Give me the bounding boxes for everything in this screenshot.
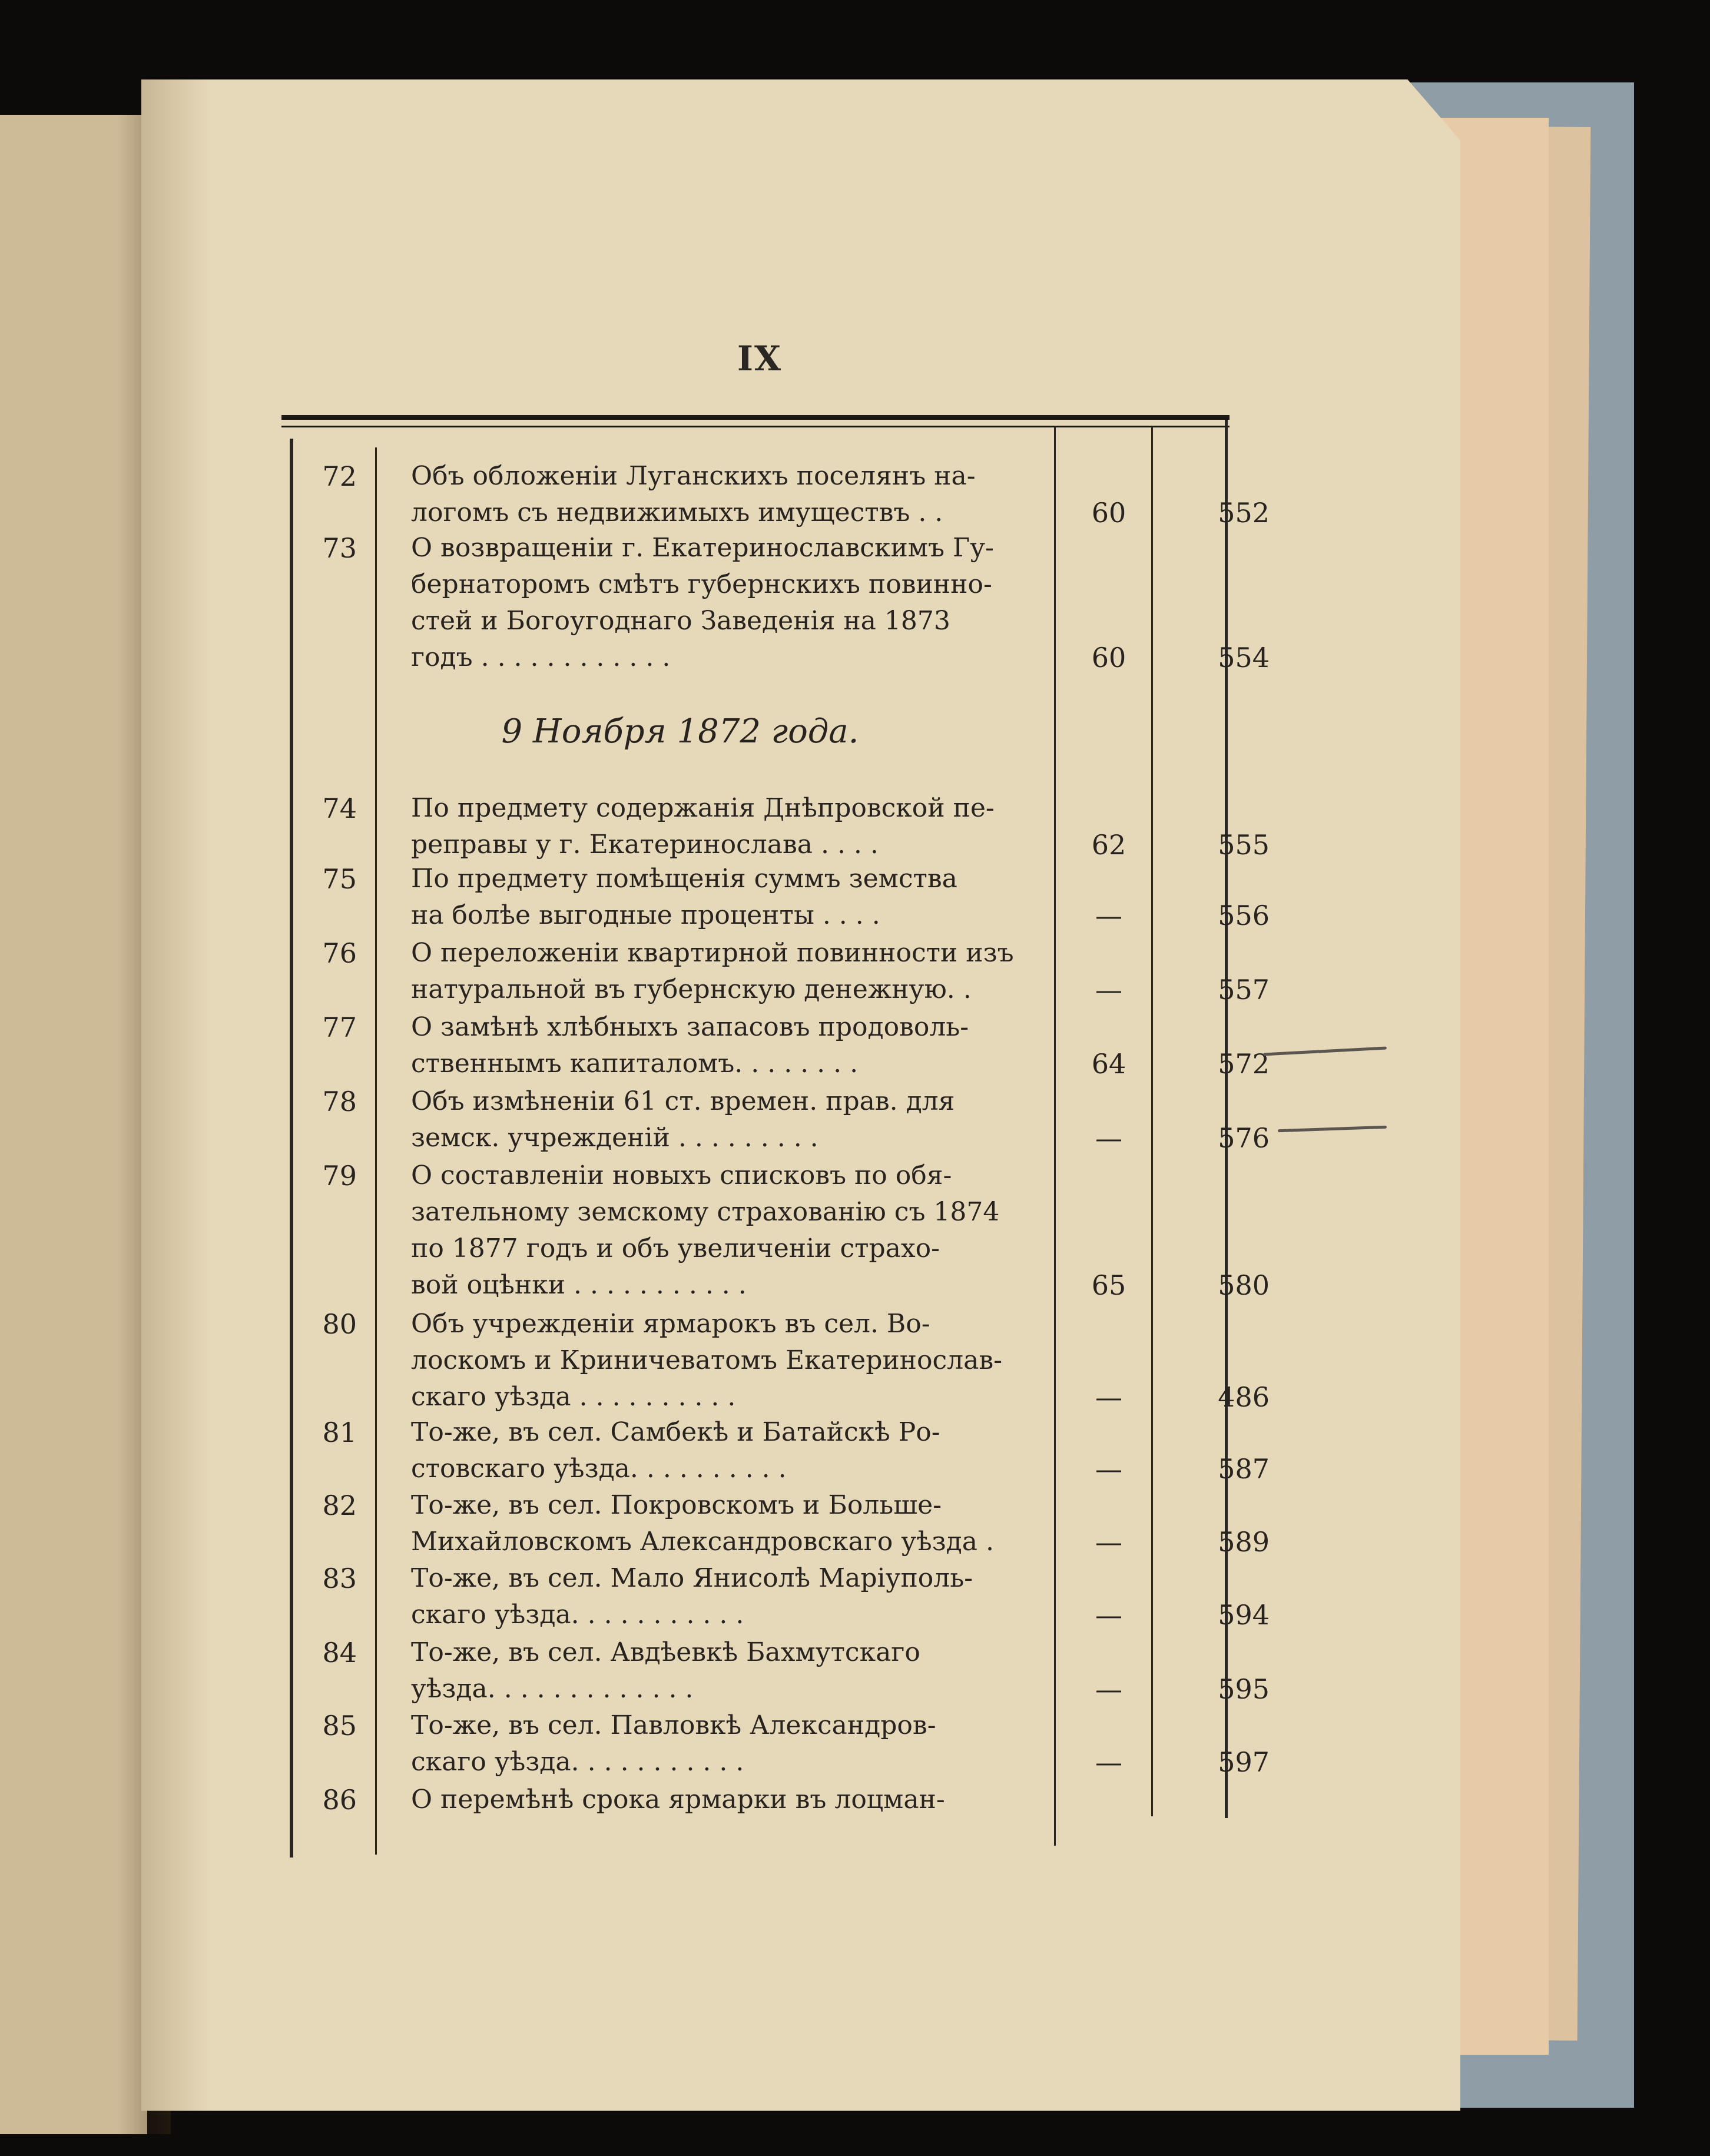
entry-text: О возвращеніи г. Екатеринославскимъ Гу-: [411, 533, 994, 563]
page-reference: 576: [1218, 1122, 1270, 1154]
entry-text: Объ обложеніи Луганскихъ поселянъ на-: [411, 461, 976, 491]
page-number: IX: [737, 339, 783, 379]
entry-number: 79: [322, 1160, 357, 1192]
entry-text: О перемѣнѣ срока ярмарки въ лоцман-: [411, 1784, 945, 1815]
page-reference: 589: [1218, 1526, 1270, 1558]
toc-line: [281, 603, 1230, 639]
toc-line: [281, 1671, 1270, 1707]
page-reference: 595: [1218, 1673, 1270, 1705]
toc-line: [281, 1046, 1270, 1082]
entry-text: стей и Богоугоднаго Заведенія на 1873: [411, 606, 950, 636]
entry-text: О переложеніи квартирной повинности изъ: [411, 938, 1014, 968]
toc-line: [281, 1597, 1270, 1633]
entry-number: 85: [322, 1710, 357, 1742]
toc-line: [281, 1707, 1230, 1744]
entry-text: По предмету помѣщенія суммъ земства: [411, 864, 957, 894]
toc-line: [281, 1342, 1230, 1379]
toc-line: [281, 897, 1270, 934]
page-reference: 554: [1218, 642, 1270, 674]
entry-number: 84: [322, 1637, 357, 1669]
entry-number: 82: [322, 1490, 357, 1521]
toc-line: [281, 1379, 1270, 1415]
entry-text: скаго уѣзда. . . . . . . . . . .: [411, 1747, 744, 1777]
toc-line: [281, 1634, 1230, 1671]
section-heading-text: 9 Ноября 1872 года.: [501, 712, 859, 751]
toc-line: [281, 530, 1230, 566]
column-number: 60: [1091, 497, 1126, 529]
column-number: 62: [1091, 829, 1126, 861]
entry-number: 77: [322, 1011, 357, 1043]
entry-text: зательному земскому страхованію съ 1874: [411, 1197, 1000, 1227]
entry-number: 78: [322, 1086, 357, 1117]
entry-text: стовскаго уѣзда. . . . . . . . . .: [411, 1454, 787, 1484]
entry-text: натуральной въ губернскую денежную. .: [411, 974, 972, 1004]
entry-text: скаго уѣзда. . . . . . . . . . .: [411, 1600, 744, 1630]
entry-text: бернаторомъ смѣтъ губернскихъ повинно-: [411, 569, 992, 599]
page-reference: 572: [1218, 1048, 1270, 1080]
toc-line: [281, 639, 1270, 676]
page-reference: 580: [1218, 1269, 1270, 1301]
toc-line: [281, 1487, 1230, 1524]
column-number: —: [1095, 1526, 1122, 1558]
gutter-shadow: [141, 79, 212, 2111]
entry-text: ственнымъ капиталомъ. . . . . . . .: [411, 1049, 859, 1079]
toc-line: [281, 1782, 1230, 1818]
toc-line: [281, 1306, 1230, 1342]
entry-number: 73: [322, 532, 357, 564]
column-number: —: [1095, 1381, 1122, 1413]
page-reference: 556: [1218, 900, 1270, 931]
toc-line: [281, 1120, 1270, 1156]
toc-line: [281, 1194, 1230, 1230]
toc-line: [281, 1560, 1230, 1597]
table-top-rule: [281, 426, 1230, 427]
entry-number: 72: [322, 460, 357, 492]
entry-text: на болѣе выгодные проценты . . . .: [411, 900, 880, 930]
entry-text: То-же, въ сел. Покровскомъ и Больше-: [411, 1490, 942, 1520]
entry-text: То-же, въ сел. Павловкѣ Александров-: [411, 1710, 936, 1740]
entry-text: То-же, въ сел. Самбекѣ и Батайскѣ Ро-: [411, 1417, 940, 1447]
entry-number: 81: [322, 1417, 357, 1448]
toc-line: [281, 861, 1230, 897]
page-reference: 594: [1218, 1599, 1270, 1631]
entry-text: По предмету содержанія Днѣпровской пе-: [411, 793, 995, 823]
toc-line: [281, 935, 1230, 971]
entry-text: логомъ съ недвижимыхъ имуществъ . .: [411, 497, 943, 528]
table-top-rule: [281, 415, 1230, 420]
entry-number: 75: [322, 863, 357, 895]
toc-line: [281, 1230, 1230, 1267]
toc-line: [281, 1524, 1270, 1560]
entry-number: 74: [322, 792, 357, 824]
column-number: —: [1095, 1122, 1122, 1154]
entry-text: О составленіи новыхъ списковъ по обя-: [411, 1160, 952, 1190]
entry-text: Объ учрежденіи ярмарокъ въ сел. Во-: [411, 1309, 930, 1339]
entry-number: 83: [322, 1563, 357, 1594]
toc-line: [281, 1267, 1270, 1303]
toc-line: [281, 1451, 1270, 1487]
entry-text: лоскомъ и Криничеватомъ Екатеринослав-: [411, 1345, 1002, 1375]
toc-line: [281, 495, 1270, 531]
page-reference: 557: [1218, 974, 1270, 1006]
column-number: 64: [1091, 1048, 1126, 1080]
toc-line: [281, 1009, 1230, 1046]
toc-line: [281, 1414, 1230, 1451]
toc-line: [281, 458, 1230, 495]
entry-text: уѣзда. . . . . . . . . . . . .: [411, 1674, 694, 1704]
entry-text: вой оцѣнки . . . . . . . . . . .: [411, 1270, 747, 1300]
entry-text: То-же, въ сел. Мало Янисолѣ Маріуполь-: [411, 1563, 973, 1593]
entry-text: То-же, въ сел. Авдѣевкѣ Бахмутскаго: [411, 1637, 920, 1667]
entry-number: 86: [322, 1784, 357, 1816]
toc-line: [281, 1157, 1230, 1194]
page-reference: 486: [1218, 1381, 1270, 1413]
entry-text: по 1877 годъ и объ увеличеніи страхо-: [411, 1233, 940, 1263]
page-reference: 597: [1218, 1746, 1270, 1778]
column-number: —: [1095, 1673, 1122, 1705]
entry-text: годъ . . . . . . . . . . . .: [411, 642, 671, 672]
entry-number: 80: [322, 1308, 357, 1340]
toc-line: [281, 1083, 1230, 1120]
entry-text: реправы у г. Екатеринослава . . . .: [411, 830, 879, 860]
column-number: —: [1095, 1453, 1122, 1485]
section-heading: [281, 712, 1230, 754]
page-reference: 555: [1218, 829, 1270, 861]
column-number: —: [1095, 900, 1122, 931]
toc-line: [281, 827, 1270, 863]
column-number: 60: [1091, 642, 1126, 674]
entry-number: 76: [322, 937, 357, 969]
entry-text: скаго уѣзда . . . . . . . . . .: [411, 1382, 736, 1412]
toc-line: [281, 1744, 1270, 1780]
toc-line: [281, 566, 1230, 603]
column-number: —: [1095, 1746, 1122, 1778]
column-number: —: [1095, 974, 1122, 1006]
entry-text: Михайловскомъ Александровскаго уѣзда .: [411, 1527, 994, 1557]
page-reference: 552: [1218, 497, 1270, 529]
column-number: —: [1095, 1599, 1122, 1631]
column-number: 65: [1091, 1269, 1126, 1301]
toc-line: [281, 971, 1270, 1008]
entry-text: земск. учрежденій . . . . . . . . .: [411, 1123, 818, 1153]
page-reference: 587: [1218, 1453, 1270, 1485]
entry-text: О замѣнѣ хлѣбныхъ запасовъ продоволь-: [411, 1012, 969, 1042]
entry-text: Объ измѣненіи 61 ст. времен. прав. для: [411, 1086, 955, 1116]
toc-line: [281, 790, 1230, 827]
